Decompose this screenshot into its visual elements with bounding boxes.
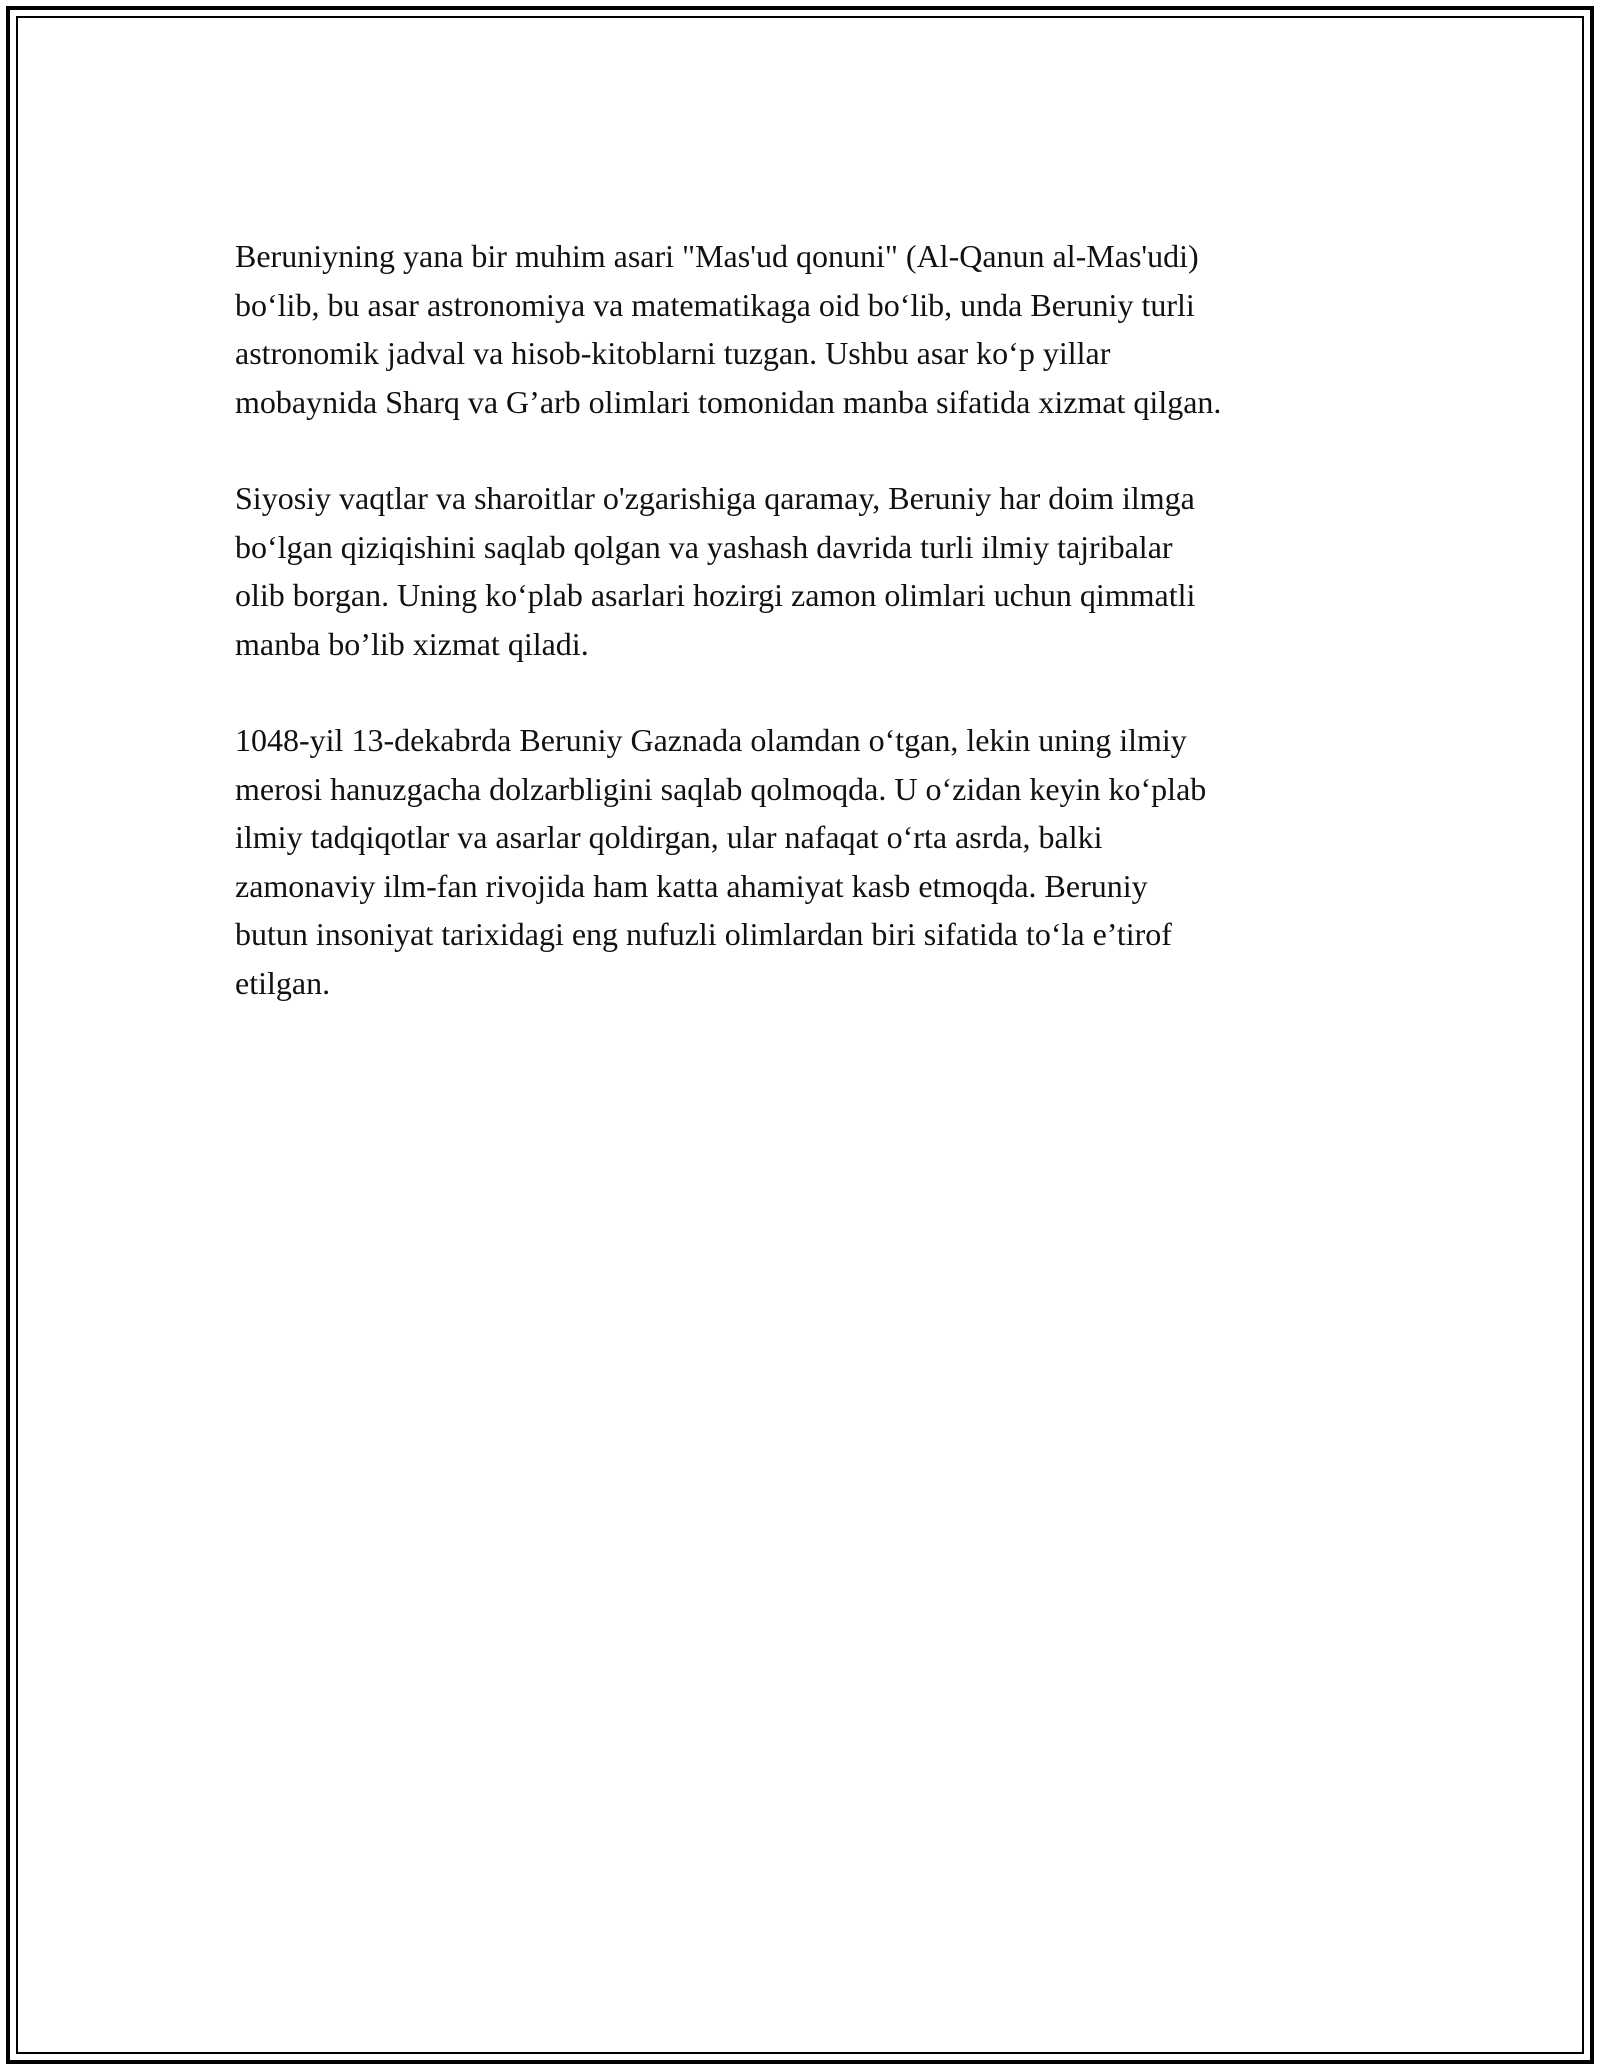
paragraph-line: bo‘lib, bu asar astronomiya va matematikaga oid bo‘lib, unda Beruniy turli (235, 286, 1195, 323)
document-body (235, 232, 1385, 1055)
paragraph-line: butun insoniyat tarixidagi eng nufuzli olimlardan biri sifatida to‘la e’tirof (235, 916, 1172, 952)
paragraph-line: etilgan. (235, 964, 331, 1001)
paragraph-line: 1048-yil 13-dekabrda Beruniy Gaznada olamdan o‘tgan, lekin uning ilmiy (235, 722, 1187, 758)
paragraph-line: Siyosiy vaqtlar va sharoitlar o'zgarishiga qaramay, Beruniy har doim ilmga (235, 480, 1195, 516)
paragraph-2 (235, 474, 1385, 668)
paragraph-line: mobaynida Sharq va G’arb olimlari tomonidan manba sifatida xizmat qilgan. (235, 383, 1222, 420)
paragraph-line: manba bo’lib xizmat qiladi. (235, 625, 589, 662)
paragraph-line: ilmiy tadqiqotlar va asarlar qoldirgan, ular nafaqat o‘rta asrda, balki (235, 819, 1103, 855)
paragraph-line: bo‘lgan qiziqishini saqlab qolgan va yashash davrida turli ilmiy tajribalar (235, 528, 1173, 565)
paragraph-line: Beruniyning yana bir muhim asari "Mas'ud qonuni" (Al-Qanun al-Mas'udi) (235, 238, 1199, 274)
paragraph-line: zamonaviy ilm-fan rivojida ham katta ahamiyat kasb etmoqda. Beruniy (235, 867, 1148, 904)
paragraph-3 (235, 716, 1385, 1007)
paragraph-line: astronomik jadval va hisob-kitoblarni tuzgan. Ushbu asar ko‘p yillar (235, 335, 1111, 371)
paragraph-line: olib borgan. Uning ko‘plab asarlari hozirgi zamon olimlari uchun qimmatli (235, 577, 1196, 613)
paragraph-line: merosi hanuzgacha dolzarbligini saqlab qolmoqda. U o‘zidan keyin ko‘plab (235, 770, 1207, 807)
paragraph-1 (235, 232, 1385, 426)
